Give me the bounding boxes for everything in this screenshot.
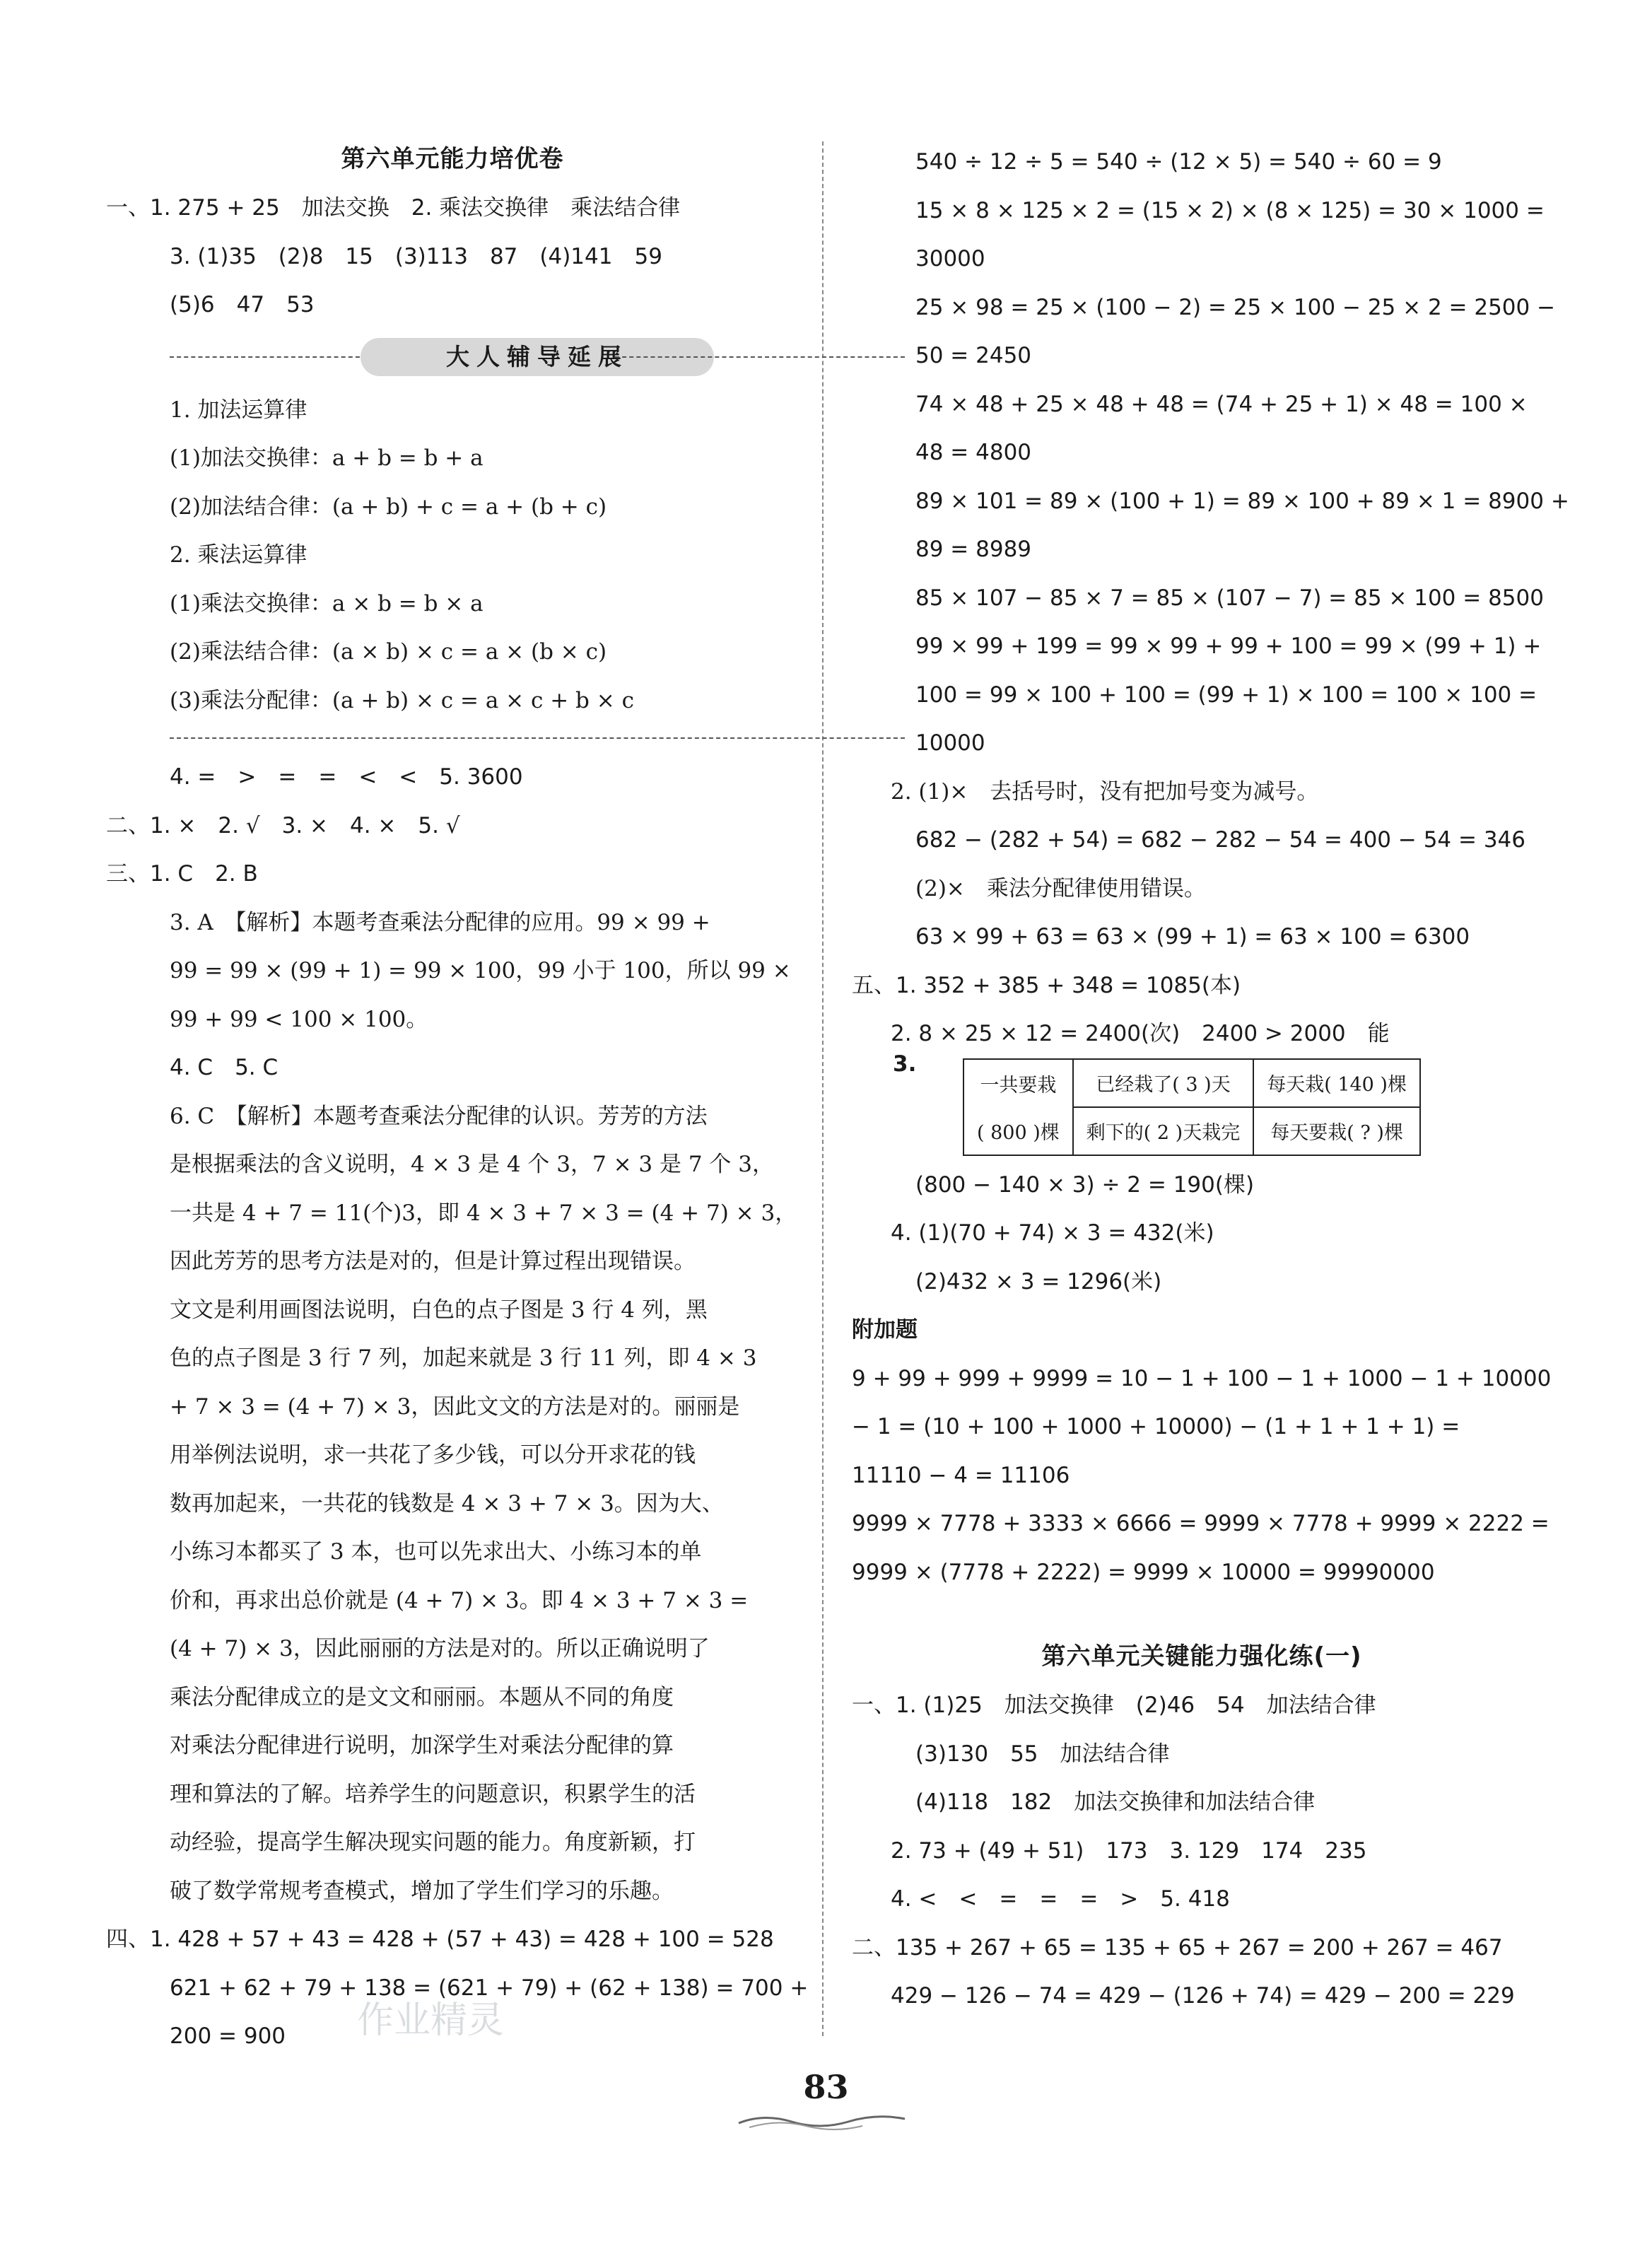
answer-line: 动经验，提高学生解决现实问题的能力。角度新颖，打 bbox=[170, 1830, 696, 1855]
answer-line: 理和算法的了解。培养学生的问题意识，积累学生的活 bbox=[170, 1781, 696, 1807]
table-cell: 一共要栽 bbox=[963, 1059, 1073, 1107]
page-number: 83 bbox=[803, 2068, 849, 2106]
wave-ornament-icon bbox=[735, 2110, 919, 2132]
answer-line: 100 = 99 × 100 + 100 = (99 + 1) × 100 = 100 × 100 = bbox=[915, 682, 1537, 708]
table-cell: ( 800 )棵 bbox=[963, 1107, 1073, 1155]
table-cell: 每天栽( 140 )棵 bbox=[1253, 1059, 1420, 1107]
banner-label: 大人辅导延展 bbox=[446, 342, 628, 370]
answer-line: 五、1. 352 + 385 + 348 = 1085(本) bbox=[852, 972, 1241, 998]
answer-line: 3. A 【解析】本题考查乘法分配律的应用。99 × 99 + bbox=[170, 909, 710, 935]
left-column bbox=[106, 134, 809, 2061]
planting-table bbox=[963, 1058, 1421, 1156]
planting-table-row bbox=[852, 1051, 1552, 1161]
answer-line: 4. (1)(70 + 74) × 3 = 432(米) bbox=[891, 1220, 1214, 1246]
right-column bbox=[852, 138, 1569, 2021]
section-title: 第六单元能力培优卷 bbox=[341, 145, 564, 173]
answer-line: (4)118 182 加法交换律和加法结合律 bbox=[915, 1789, 1316, 1815]
answer-line: 99 = 99 × (99 + 1) = 99 × 100，99 小于 100，所以 99 × bbox=[170, 958, 791, 983]
bonus-heading: 附加题 bbox=[852, 1317, 918, 1343]
answer-line: 文文是利用画图法说明，白色的点子图是 3 行 4 列，黑 bbox=[170, 1297, 708, 1323]
answer-line: 30000 bbox=[915, 246, 985, 271]
answer-line: − 1 = (10 + 100 + 1000 + 10000) − (1 + 1 + 1 + 1) = bbox=[852, 1414, 1460, 1439]
note-line: (2)加法结合律：(a + b) + c = a + (b + c) bbox=[170, 493, 607, 520]
answer-line: 9999 × 7778 + 3333 × 6666 = 9999 × 7778 + 9999 × 2222 = bbox=[852, 1511, 1550, 1536]
answer-line: 3. (1)35 (2)8 15 (3)113 87 (4)141 59 bbox=[170, 243, 662, 269]
answer-line: 682 − (282 + 54) = 682 − 282 − 54 = 400 − 54 = 346 bbox=[915, 827, 1526, 853]
answer-line: (3)130 55 加法结合律 bbox=[915, 1741, 1170, 1767]
note-line: (3)乘法分配律：(a + b) × c = a × c + b × c bbox=[170, 687, 634, 713]
answer-line: 89 = 8989 bbox=[915, 537, 1032, 562]
answer-line: 用举例法说明，求一共花了多少钱，可以分开求花的钱 bbox=[170, 1442, 696, 1468]
table-cell: 每天要栽( ? )棵 bbox=[1253, 1107, 1420, 1155]
answer-line: 99 × 99 + 199 = 99 × 99 + 99 + 100 = 99 × (99 + 1) + bbox=[915, 633, 1542, 659]
answer-line: 621 + 62 + 79 + 138 = (621 + 79) + (62 + 138) = 700 + bbox=[170, 1975, 809, 2001]
answer-line: 429 − 126 − 74 = 429 − (126 + 74) = 429 − 200 = 229 bbox=[891, 1983, 1515, 2009]
answer-line: 色的点子图是 3 行 7 列，加起来就是 3 行 11 列，即 4 × 3 bbox=[170, 1345, 757, 1371]
answer-line: 数再加起来，一共花的钱数是 4 × 3 + 7 × 3。因为大、 bbox=[170, 1490, 724, 1517]
note-line: (1)乘法交换律：a × b = b × a bbox=[170, 590, 484, 616]
answer-line: 一共是 4 + 7 = 11(个)3，即 4 × 3 + 7 × 3 = (4 + 7) × 3， bbox=[170, 1200, 797, 1226]
note-line: (2)乘法结合律：(a × b) × c = a × (b × c) bbox=[170, 639, 607, 665]
answer-line: 4. C 5. C bbox=[170, 1055, 279, 1080]
answer-line: 小练习本都买了 3 本，也可以先求出大、小练习本的单 bbox=[170, 1539, 702, 1565]
answer-line: 2. 73 + (49 + 51) 173 3. 129 174 235 bbox=[891, 1837, 1367, 1864]
answer-line: 二、1. × 2. √ 3. × 4. × 5. √ bbox=[106, 812, 460, 838]
answer-line: 85 × 107 − 85 × 7 = 85 × (107 − 7) = 85 × 100 = 8500 bbox=[915, 585, 1544, 611]
note-line: 1. 加法运算律 bbox=[170, 397, 307, 423]
answer-line: 25 × 98 = 25 × (100 − 2) = 25 × 100 − 25 × 2 = 2500 − bbox=[915, 294, 1556, 320]
table-cell: 已经栽了( 3 )天 bbox=[1073, 1059, 1253, 1107]
answer-line: (800 − 140 × 3) ÷ 2 = 190(棵) bbox=[915, 1171, 1255, 1198]
answer-line: (2)× 乘法分配律使用错误。 bbox=[915, 875, 1206, 901]
answer-line: 一、1. 275 + 25 加法交换 2. 乘法交换律 乘法结合律 bbox=[106, 195, 681, 221]
answer-line: + 7 × 3 = (4 + 7) × 3，因此文文的方法是对的。丽丽是 bbox=[170, 1393, 740, 1420]
column-divider bbox=[822, 141, 824, 2036]
answer-line: 4. = > = = < < 5. 3600 bbox=[170, 764, 523, 790]
answer-line: 6. C 【解析】本题考查乘法分配律的认识。芳芳的方法 bbox=[170, 1103, 708, 1129]
answer-line: 二、135 + 267 + 65 = 135 + 65 + 267 = 200 + 267 = 467 bbox=[852, 1934, 1503, 1960]
answer-line: 15 × 8 × 125 × 2 = (15 × 2) × (8 × 125) = 30 × 1000 = bbox=[915, 197, 1545, 223]
answer-line: 一、1. (1)25 加法交换律 (2)46 54 加法结合律 bbox=[852, 1693, 1376, 1718]
answer-line: 9999 × (7778 + 2222) = 9999 × 10000 = 99990000 bbox=[852, 1559, 1435, 1585]
answer-line: 破了数学常规考查模式，增加了学生们学习的乐趣。 bbox=[170, 1878, 674, 1904]
answer-line: 因此芳芳的思考方法是对的，但是计算过程出现错误。 bbox=[170, 1249, 696, 1274]
answer-line: (2)432 × 3 = 1296(米) bbox=[915, 1268, 1162, 1295]
watermark: 作业精灵 bbox=[357, 1999, 505, 2042]
answer-line: 48 = 4800 bbox=[915, 440, 1032, 465]
answer-line: 540 ÷ 12 ÷ 5 = 540 ÷ (12 × 5) = 540 ÷ 60 = 9 bbox=[915, 149, 1442, 175]
note-line: 2. 乘法运算律 bbox=[170, 542, 307, 568]
answer-line: 2. 8 × 25 × 12 = 2400(次) 2400 > 2000 能 bbox=[891, 1021, 1390, 1046]
answer-line: 63 × 99 + 63 = 63 × (99 + 1) = 63 × 100 = 6300 bbox=[915, 924, 1470, 949]
section-title: 第六单元关键能力强化练(一) bbox=[1041, 1642, 1362, 1671]
answer-line: 乘法分配律成立的是文文和丽丽。本题从不同的角度 bbox=[170, 1684, 674, 1710]
answer-line: 11110 − 4 = 11106 bbox=[852, 1462, 1070, 1488]
answer-line: 对乘法分配律进行说明，加深学生对乘法分配律的算 bbox=[170, 1733, 674, 1758]
table-cell: 剩下的( 2 )天栽完 bbox=[1073, 1107, 1253, 1155]
tutor-banner-row bbox=[106, 332, 799, 382]
answer-line: 50 = 2450 bbox=[915, 343, 1032, 368]
dashed-rule bbox=[106, 725, 799, 753]
answer-line: 74 × 48 + 25 × 48 + 48 = (74 + 25 + 1) × 48 = 100 × bbox=[915, 391, 1528, 417]
answer-line: 89 × 101 = 89 × (100 + 1) = 89 × 100 + 89 × 1 = 8900 + bbox=[915, 488, 1569, 514]
note-line: (1)加法交换律：a + b = b + a bbox=[170, 445, 484, 471]
answer-line: 价和，再求出总价就是 (4 + 7) × 3。即 4 × 3 + 7 × 3 = bbox=[170, 1587, 749, 1613]
answer-line: 2. (1)× 去括号时，没有把加号变为减号。 bbox=[891, 778, 1319, 805]
answer-line: 4. < < = = = > 5. 418 bbox=[891, 1886, 1230, 1912]
answer-line: (4 + 7) × 3，因此丽丽的方法是对的。所以正确说明了 bbox=[170, 1636, 710, 1661]
answer-line: 99 + 99 < 100 × 100。 bbox=[170, 1006, 428, 1032]
answer-line: 9 + 99 + 999 + 9999 = 10 − 1 + 100 − 1 + 1000 − 1 + 10000 bbox=[852, 1365, 1552, 1391]
answer-line: 是根据乘法的含义说明，4 × 3 是 4 个 3，7 × 3 是 7 个 3， bbox=[170, 1152, 774, 1177]
answer-line: 200 = 900 bbox=[170, 2023, 286, 2049]
question-number: 3. bbox=[893, 1051, 917, 1077]
answer-line: 10000 bbox=[915, 730, 985, 756]
answer-line: 四、1. 428 + 57 + 43 = 428 + (57 + 43) = 428 + 100 = 528 bbox=[106, 1927, 774, 1952]
answer-line: 三、1. C 2. B bbox=[106, 861, 258, 887]
answer-line: (5)6 47 53 bbox=[170, 292, 315, 317]
